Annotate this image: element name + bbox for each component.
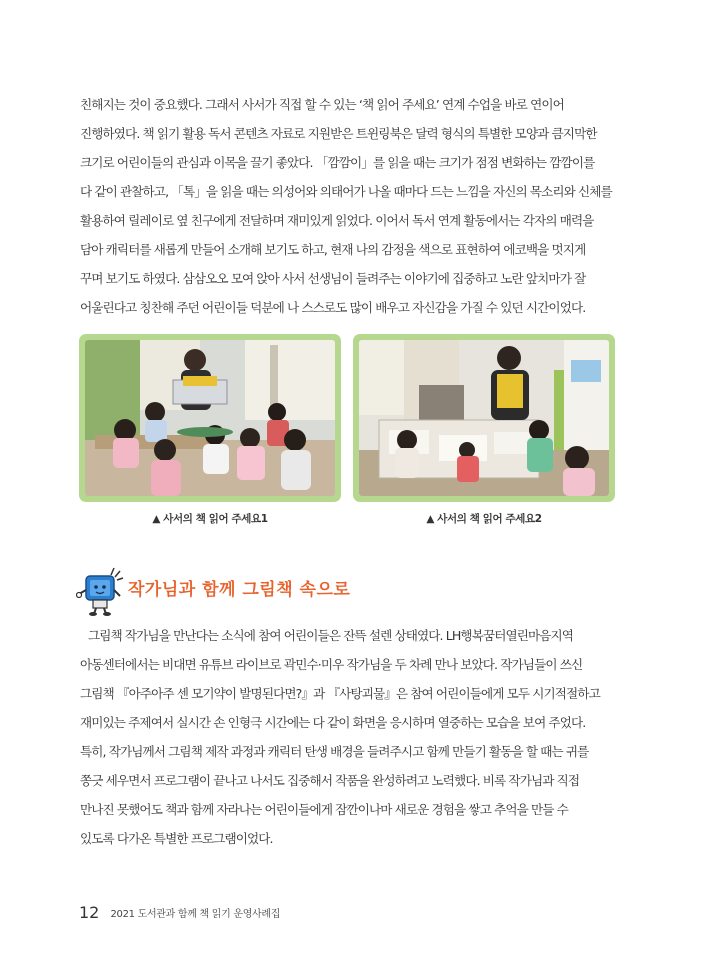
photo-librarian-reading-2 (359, 340, 609, 496)
text-line: 만나진 못했어도 책과 함께 자라나는 어린이들에게 잠깐이나마 새로운 경험을 쌓고 추억을 만들 수 (80, 802, 568, 817)
text-line: 그림책 『아주아주 센 모기약이 발명된다면?』과 『사탕괴물』은 참여 어린이들에게 모두 시기적절하고 (80, 686, 600, 701)
text-line: 다 같이 관찰하고, 「톡」을 읽을 때는 의성어와 의태어가 나올 때마다 드는 느낌을 자신의 목소리와 신체를 (80, 184, 612, 199)
text-line: 그림책 작가님을 만난다는 소식에 참여 어린이들은 잔뜩 설렌 상태였다. LH행복꿈터열린마음지역 (88, 628, 574, 643)
text-line: 특히, 작가님께서 그림책 제작 과정과 캐릭터 탄생 배경을 들려주시고 함께 만들기 활동을 할 때는 귀를 (80, 744, 589, 759)
section-title: 작가님과 함께 그림책 속으로 (128, 580, 351, 600)
photo-caption-1: ▲ 사서의 책 읽어 주세요1 (152, 513, 268, 525)
photo-librarian-reading-1 (85, 340, 335, 496)
book-title: 2021 도서관과 함께 책 읽기 운영사례집 (110, 909, 281, 920)
text-line: 어울린다고 칭찬해 주던 어린이들 덕분에 나 스스로도 많이 배우고 자신감을 가질 수 있던 시간이었다. (80, 300, 586, 315)
photo-frame-2 (353, 334, 615, 502)
section-heading (76, 566, 476, 616)
text-line: 크기로 어린이들의 관심과 이목을 끌기 좋았다. 「깜깜이」를 읽을 때는 크기가 점점 변화하는 깜깜이를 (80, 155, 595, 170)
page-footer (79, 902, 280, 922)
text-line: 재미있는 주제여서 실시간 손 인형극 시간에는 다 같이 화면을 응시하며 열중하는 모습을 보여 주었다. (80, 715, 586, 730)
text-line: 꾸며 보기도 하였다. 삼삼오오 모여 앉아 사서 선생님이 들려주는 이야기에 집중하고 노란 앞치마가 잘 (80, 271, 586, 286)
text-line: 친해지는 것이 중요했다. 그래서 사서가 직접 할 수 있는 ‘책 읽어 주세요’ 연계 수업을 바로 연이어 (80, 97, 564, 112)
tv-mascot-icon (76, 566, 126, 616)
page-number: 12 (79, 903, 100, 922)
text-line: 쫑긋 세우면서 프로그램이 끝나고 나서도 집중해서 작품을 완성하려고 노력했다. 비록 작가님과 직접 (80, 773, 580, 788)
text-line: 진행하였다. 책 읽기 활용 독서 콘텐츠 자료로 지원받은 트윈링북은 달력 형식의 특별한 모양과 큼지막한 (80, 126, 597, 141)
body-paragraph-2 (80, 621, 620, 853)
text-line: 있도록 다가온 특별한 프로그램이었다. (80, 831, 273, 846)
photo-frame-1 (79, 334, 341, 502)
body-paragraph-1 (80, 90, 620, 322)
photo-caption-2: ▲ 사서의 책 읽어 주세요2 (426, 513, 542, 525)
text-line: 활용하여 릴레이로 옆 친구에게 전달하며 재미있게 읽었다. 이어서 독서 연계 활동에서는 각자의 매력을 (80, 213, 594, 228)
text-line: 담아 캐릭터를 새롭게 만들어 소개해 보기도 하고, 현재 나의 감정을 색으로 표현하여 에코백을 멋지게 (80, 242, 586, 257)
text-line: 아동센터에서는 비대면 유튜브 라이브로 곽민수·미우 작가님을 두 차례 만나 보았다. 작가님들이 쓰신 (80, 657, 583, 672)
